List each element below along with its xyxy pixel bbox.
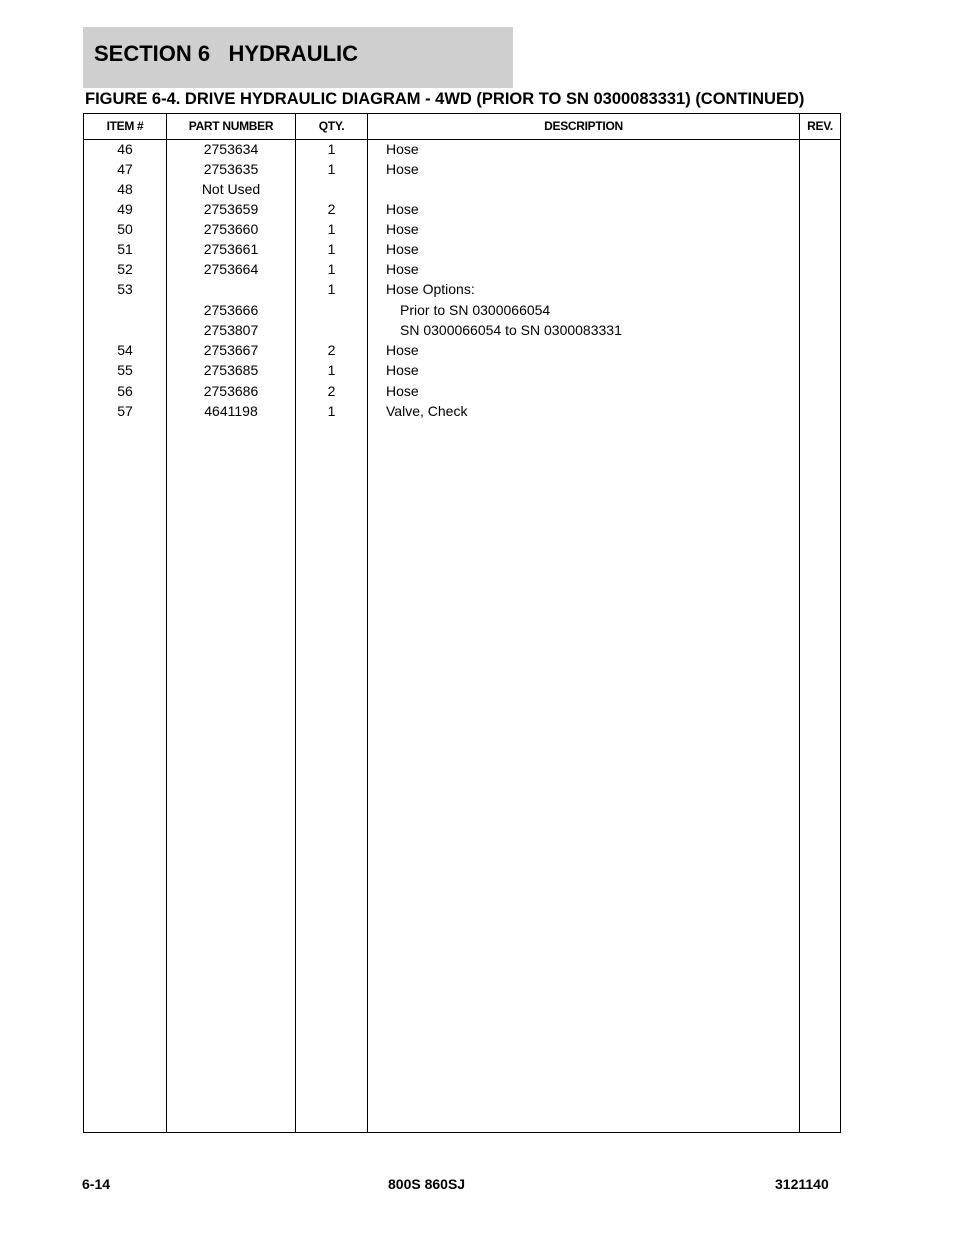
item-number: 52	[117, 261, 133, 277]
description: Hose	[386, 241, 419, 257]
description: Hose	[386, 383, 419, 399]
figure-title: FIGURE 6-4. DRIVE HYDRAULIC DIAGRAM - 4WD (PRIOR TO SN 0300083331) (CONTINUED)	[85, 90, 805, 108]
quantity: 2	[327, 201, 336, 217]
part-number: 2753807	[203, 322, 259, 338]
quantity: 1	[327, 221, 336, 237]
description: Hose	[386, 201, 419, 217]
header-part-number: PART NUMBER	[188, 119, 274, 133]
part-number: 2753685	[203, 362, 259, 378]
table-row	[84, 179, 840, 199]
section-banner	[83, 27, 513, 88]
table-row	[84, 381, 840, 401]
table-row	[84, 401, 840, 421]
item-number: 47	[117, 161, 133, 177]
quantity: 2	[327, 383, 336, 399]
description: SN 0300066054 to SN 0300083331	[400, 322, 622, 338]
part-number: Not Used	[201, 181, 261, 197]
part-number: 2753661	[203, 241, 259, 257]
item-number: 50	[117, 221, 133, 237]
table-row	[84, 279, 840, 299]
item-number: 56	[117, 383, 133, 399]
table-row	[84, 259, 840, 279]
description: Hose	[386, 221, 419, 237]
description: Hose	[386, 342, 419, 358]
item-number: 55	[117, 362, 133, 378]
header-rev: REV.	[807, 119, 833, 133]
description: Hose	[386, 141, 419, 157]
item-number: 57	[117, 403, 133, 419]
footer-doc-number: 3121140	[775, 1176, 829, 1192]
part-number: 2753659	[203, 201, 259, 217]
quantity: 1	[327, 362, 336, 378]
description: Hose Options:	[386, 281, 475, 297]
part-number: 2753634	[203, 141, 259, 157]
quantity: 1	[327, 161, 336, 177]
table-row	[84, 340, 840, 360]
quantity: 1	[327, 241, 336, 257]
description: Valve, Check	[386, 403, 468, 419]
table-row	[84, 239, 840, 259]
parts-table	[83, 113, 841, 1133]
table-row	[84, 360, 840, 380]
table-row	[84, 139, 840, 159]
item-number: 54	[117, 342, 133, 358]
quantity: 1	[327, 261, 336, 277]
part-number: 2753664	[203, 261, 259, 277]
description: Hose	[386, 362, 419, 378]
table-row	[84, 219, 840, 239]
part-number: 4641198	[204, 403, 258, 419]
part-number: 2753660	[203, 221, 259, 237]
quantity: 2	[327, 342, 336, 358]
table-row	[84, 159, 840, 179]
table-row	[84, 320, 840, 340]
part-number: 2753635	[203, 161, 259, 177]
footer-model: 800S 860SJ	[388, 1176, 466, 1192]
table-row	[84, 300, 840, 320]
item-number: 51	[117, 241, 133, 257]
header-item: ITEM #	[106, 119, 144, 133]
item-number: 46	[117, 141, 133, 157]
quantity: 1	[327, 281, 336, 297]
item-number: 48	[117, 181, 133, 197]
description: Hose	[386, 261, 419, 277]
quantity: 1	[327, 403, 336, 419]
part-number: 2753667	[203, 342, 259, 358]
item-number: 53	[117, 281, 133, 297]
description: Prior to SN 0300066054	[400, 302, 551, 318]
header-description: DESCRIPTION	[544, 119, 623, 133]
footer-page-number: 6-14	[82, 1176, 111, 1192]
table-row	[84, 199, 840, 219]
part-number: 2753666	[203, 302, 259, 318]
item-number: 49	[117, 201, 133, 217]
quantity: 1	[327, 141, 336, 157]
part-number: 2753686	[203, 383, 259, 399]
description: Hose	[386, 161, 419, 177]
section-title: SECTION 6 HYDRAULIC	[94, 41, 359, 66]
header-qty: QTY.	[318, 119, 345, 133]
